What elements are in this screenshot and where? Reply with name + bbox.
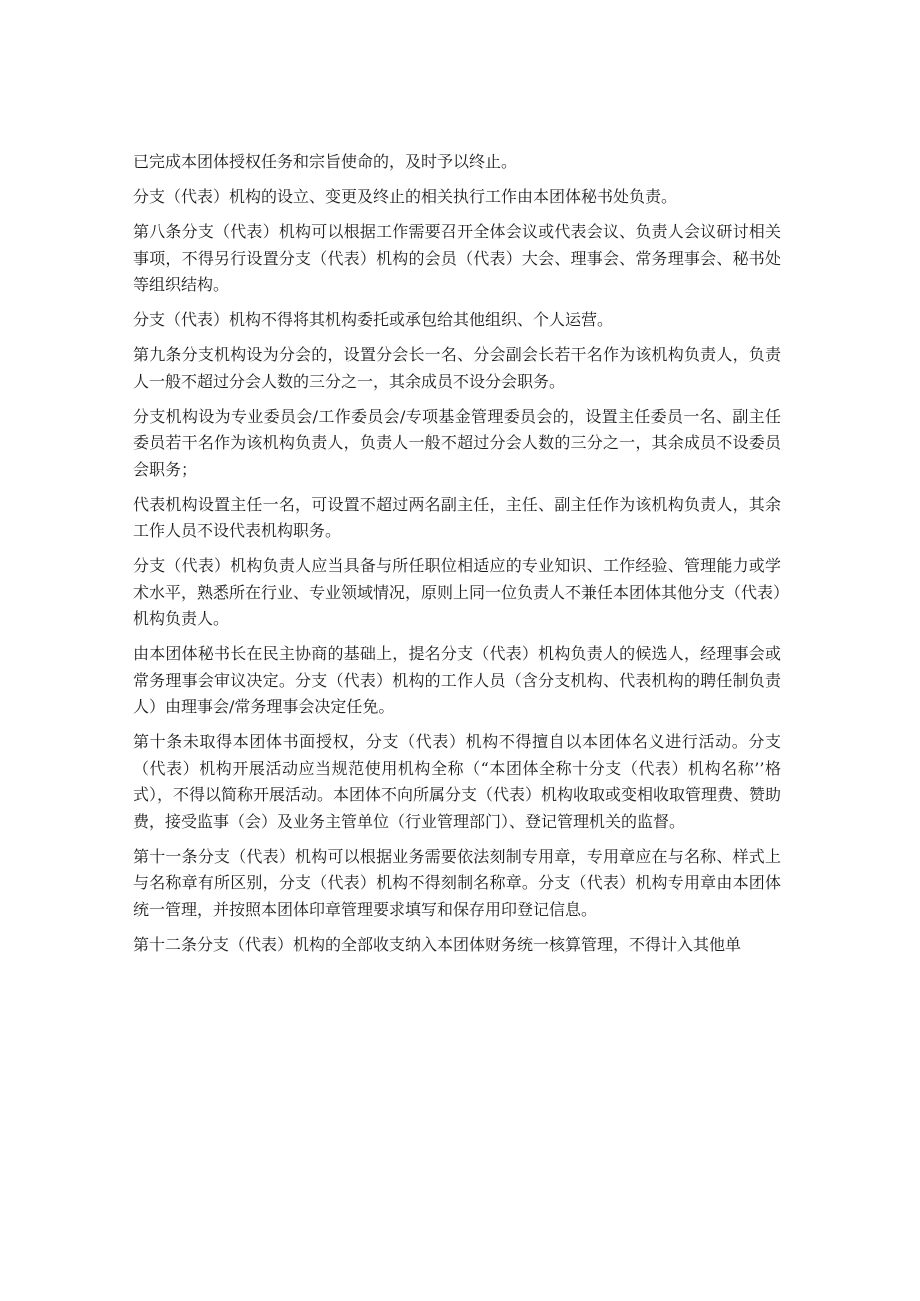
paragraph-6: 分支机构设为专业委员会/工作委员会/专项基金管理委员会的，设置主任委员一名、副主任委员若干名作为该机构负责人，负责人一般不超过分会人数的三分之一，其余成员不设委员会职务； [133,406,781,479]
paragraph-1: 已完成本团体授权任务和宗旨使命的，及时予以终止。 [133,152,518,171]
document-body [133,149,781,967]
paragraph-4: 分支（代表）机构不得将其机构委托或承包给其他组织、个人运营。 [133,310,614,329]
paragraph-article-11: 第十一条分支（代表）机构可以根据业务需要依法刻制专用章，专用章应在与名称、样式上与名称章有所区别，分支（代表）机构不得刻制名称章。分支（代表）机构专用章由本团体统一管理，并按照本团体印章管理要求填写和保存用印登记信息。 [133,846,781,919]
paragraph-article-8: 第八条分支（代表）机构可以根据工作需要召开全体会议或代表会议、负责人会议研讨相关事项，不得另行设置分支（代表）机构的会员（代表）大会、理事会、常务理事会、秘书处等组织结构。 [133,222,781,294]
paragraph-9: 由本团体秘书长在民主协商的基础上，提名分支（代表）机构负责人的候选人，经理事会或常务理事会审议决定。分支（代表）机构的工作人员（含分支机构、代表机构的聘任制负责人）由理事会/常务理事会决定任免。 [133,644,781,716]
paragraph-article-9: 第九条分支机构设为分会的，设置分会长一名、分会副会长若干名作为该机构负责人，负责人一般不超过分会人数的三分之一，其余成员不设分会职务。 [133,345,781,391]
paragraph-article-10: 第十条未取得本团体书面授权，分支（代表）机构不得擅自以本团体名义进行活动。分支（代表）机构开展活动应当规范使用机构全称（“本团体全称十分支（代表）机构名称’’格式），不得以简称开展活动。本团体不向所属分支（代表）机构收取或变相收取管理费、赞助费，接受监事（会）及业务主管单位（行业管理部门）、登记管理机关的监督。 [133,732,782,831]
paragraph-8: 分支（代表）机构负责人应当具备与所任职位相适应的专业知识、工作经验、管理能力或学术水平，熟悉所在行业、专业领域情况，原则上同一位负责人不兼任本团体其他分支（代表）机构负责人。 [133,556,782,628]
paragraph-article-12: 第十二条分支（代表）机构的全部收支纳入本团体财务统一核算管理，不得计入其他单 [133,934,742,954]
paragraph-2: 分支（代表）机构的设立、变更及终止的相关执行工作由本团体秘书处负责。 [133,187,678,206]
paragraph-7: 代表机构设置主任一名，可设置不超过两名副主任，主任、副主任作为该机构负责人，其余工作人员不设代表机构职务。 [133,494,781,540]
